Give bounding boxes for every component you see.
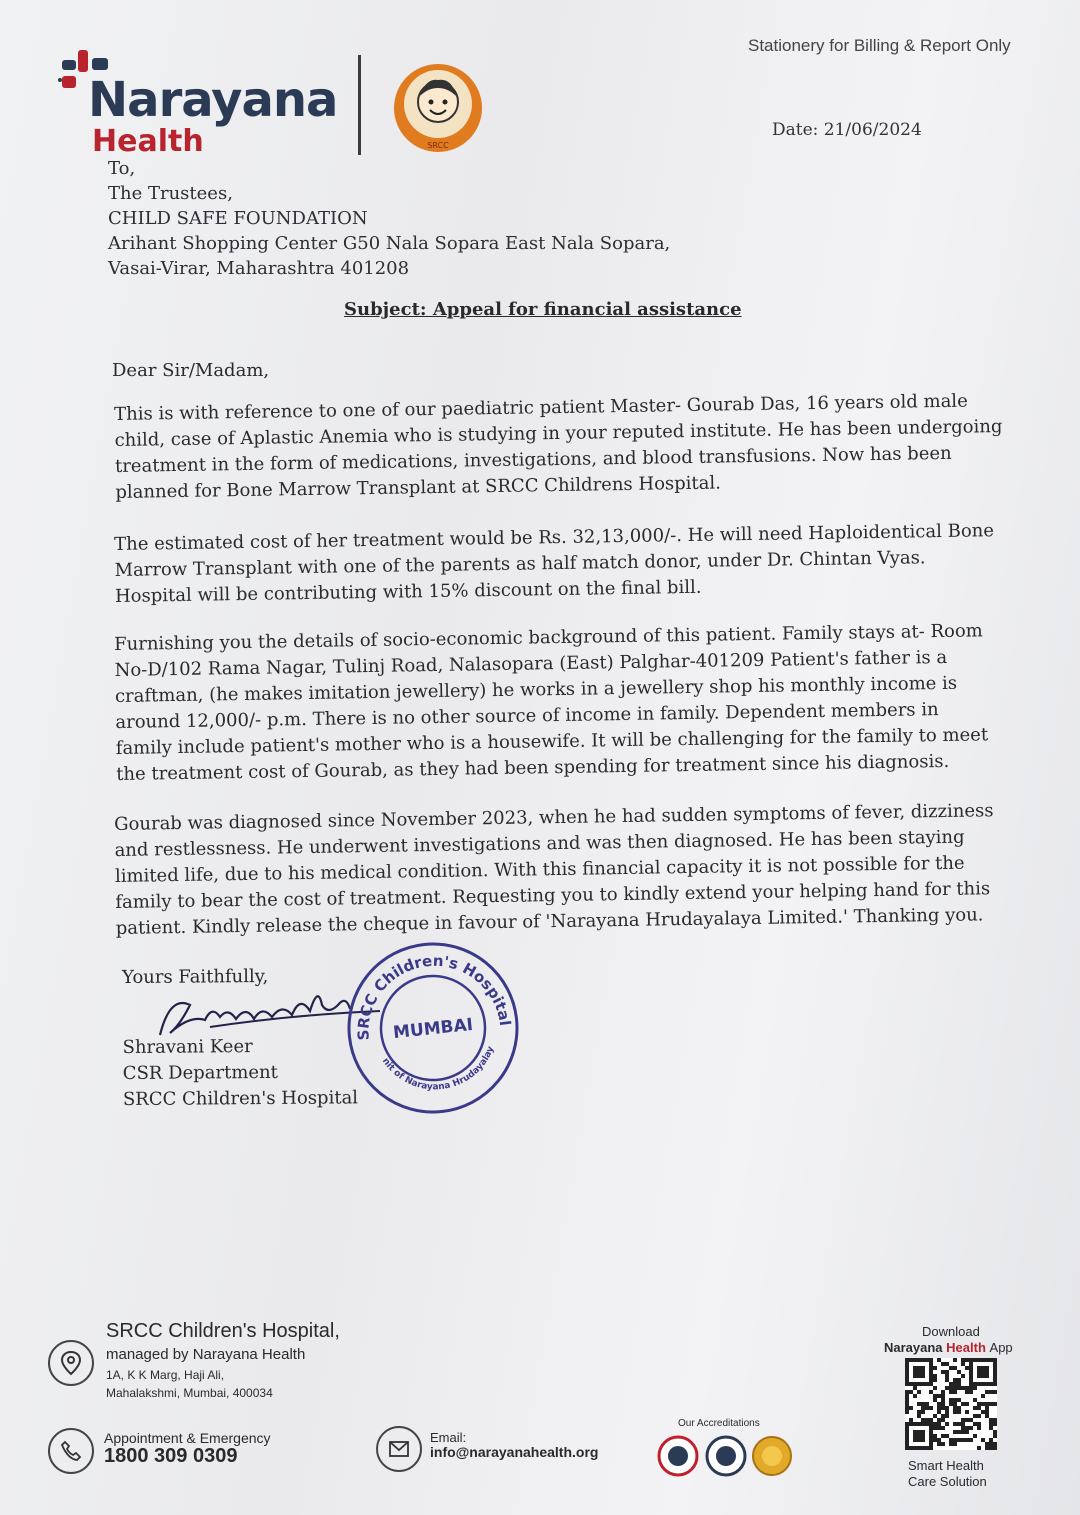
footer-email-label: Email:	[430, 1430, 467, 1445]
signer-org: SRCC Children's Hospital	[122, 1087, 359, 1110]
signer-department: CSR Department	[122, 1061, 278, 1084]
salutation: Dear Sir/Madam,	[112, 360, 270, 381]
address-line: To,	[108, 158, 136, 179]
stamp-ring-top: SRCC Children's Hospital	[354, 951, 515, 1041]
brand-name: Narayana	[88, 72, 338, 128]
closing: Yours Faithfully,	[122, 965, 269, 988]
footer-hospital-name: SRCC Children's Hospital,	[106, 1320, 340, 1342]
body-paragraph-4	[114, 799, 994, 942]
email-icon	[376, 1426, 422, 1472]
letter-date: Date: 21/06/2024	[772, 120, 922, 140]
header-divider	[358, 55, 361, 155]
stamp-center: MUMBAI	[392, 1014, 474, 1044]
body-paragraph-1	[114, 389, 1003, 506]
footer-appointment-label: Appointment & Emergency	[104, 1430, 271, 1446]
paragraph-line: The estimated cost of her treatment would be Rs. 32,13,000/-. He will need Haploidentical Bone	[114, 520, 995, 555]
paragraph-line: Gourab was diagnosed since November 2023, when he had sudden symptoms of fever, dizziness	[114, 800, 994, 835]
qr-code-icon[interactable]	[905, 1358, 997, 1450]
srcc-logo-text: SRCC	[427, 141, 449, 150]
app-tagline-1: Smart Health	[908, 1458, 984, 1473]
footer-address-1: 1A, K K Marg, Haji Ali,	[106, 1368, 225, 1382]
paragraph-line: the treatment cost of Gourab, as they had been spending for treatment since his diagnosis.	[116, 750, 950, 785]
footer-managed-by: managed by Narayana Health	[106, 1346, 306, 1363]
app-name-prefix: Narayana	[884, 1340, 943, 1355]
app-download-label: Download	[922, 1324, 980, 1339]
paragraph-line: Furnishing you the details of socio-economic background of this patient. Family stays at- Room	[114, 620, 983, 655]
paragraph-line: and restlessness. He underwent investigations and was then diagnosed. He has been staying	[114, 826, 965, 861]
stamp-ring-bottom: Unit of Narayana Hrudayalaya	[379, 1045, 497, 1093]
paragraph-line: patient. Kindly release the cheque in favour of 'Narayana Hrudayalaya Limited.' Thanking you.	[115, 904, 984, 939]
app-tagline-2: Care Solution	[908, 1474, 987, 1489]
letter-subject: Subject: Appeal for financial assistance	[344, 299, 742, 320]
hospital-stamp	[342, 940, 524, 1116]
paragraph-line: This is with reference to one of our paediatric patient Master- Gourab Das, 16 years old male	[114, 390, 968, 425]
recipient-address	[108, 156, 670, 281]
body-paragraph-2	[114, 519, 995, 610]
paragraph-line: treatment in the form of medications, investigations, and blood transfusions. Now has been	[114, 442, 952, 477]
paragraph-line: around 12,000/- p.m. There is no other source of income in family. Dependent members in	[115, 699, 939, 733]
address-line: Vasai-Virar, Maharashtra 401208	[108, 258, 410, 279]
paragraph-line: child, case of Aplastic Anemia who is studying in your reputed institute. He has been undergoing	[114, 416, 1003, 451]
footer-email: info@narayanahealth.org	[430, 1444, 599, 1460]
address-line: CHILD SAFE FOUNDATION	[108, 208, 368, 229]
accreditation-badges	[656, 1434, 796, 1478]
signer-name: Shravani Keer	[122, 1036, 253, 1058]
srcc-logo	[390, 62, 488, 156]
paragraph-line: Marrow Transplant with one of the parents as half match donor, under Dr. Chintan Vyas.	[114, 547, 926, 581]
paragraph-line: family to bear the cost of treatment. Requesting you to kindly extend your helping hand for this	[115, 878, 991, 913]
stationery-note: Stationery for Billing & Report Only	[748, 36, 1011, 55]
app-name-suffix: App	[989, 1340, 1013, 1355]
address-line: Arihant Shopping Center G50 Nala Sopara East Nala Sopara,	[108, 233, 671, 254]
paragraph-line: limited life, due to his medical condition. With this financial capacity it is not possible for the	[114, 852, 965, 887]
paragraph-line: No-D/102 Rama Nagar, Tulinj Road, Nalasopara (East) Palghar-401209 Patient's father is a	[114, 646, 948, 681]
footer-phone: 1800 309 0309	[104, 1445, 238, 1467]
paragraph-line: family include patient's mother who is a housewife. It will be challenging for the family to meet	[115, 724, 989, 759]
phone-icon	[48, 1428, 94, 1474]
app-name	[884, 1340, 1013, 1355]
footer-address-2: Mahalakshmi, Mumbai, 400034	[106, 1386, 273, 1400]
body-paragraph-3	[114, 619, 989, 788]
location-icon	[48, 1340, 94, 1386]
accreditations-label: Our Accreditations	[678, 1418, 760, 1429]
brand-sub: Health	[92, 124, 204, 159]
app-name-health: Health	[946, 1340, 986, 1355]
paragraph-line: Hospital will be contributing with 15% discount on the final bill.	[114, 576, 702, 607]
paragraph-line: planned for Bone Marrow Transplant at SRCC Childrens Hospital.	[115, 472, 722, 503]
paragraph-line: craftman, (he makes imitation jewellery) he works in a jewellery shop his monthly income is	[114, 672, 958, 707]
address-line: The Trustees,	[108, 183, 233, 204]
